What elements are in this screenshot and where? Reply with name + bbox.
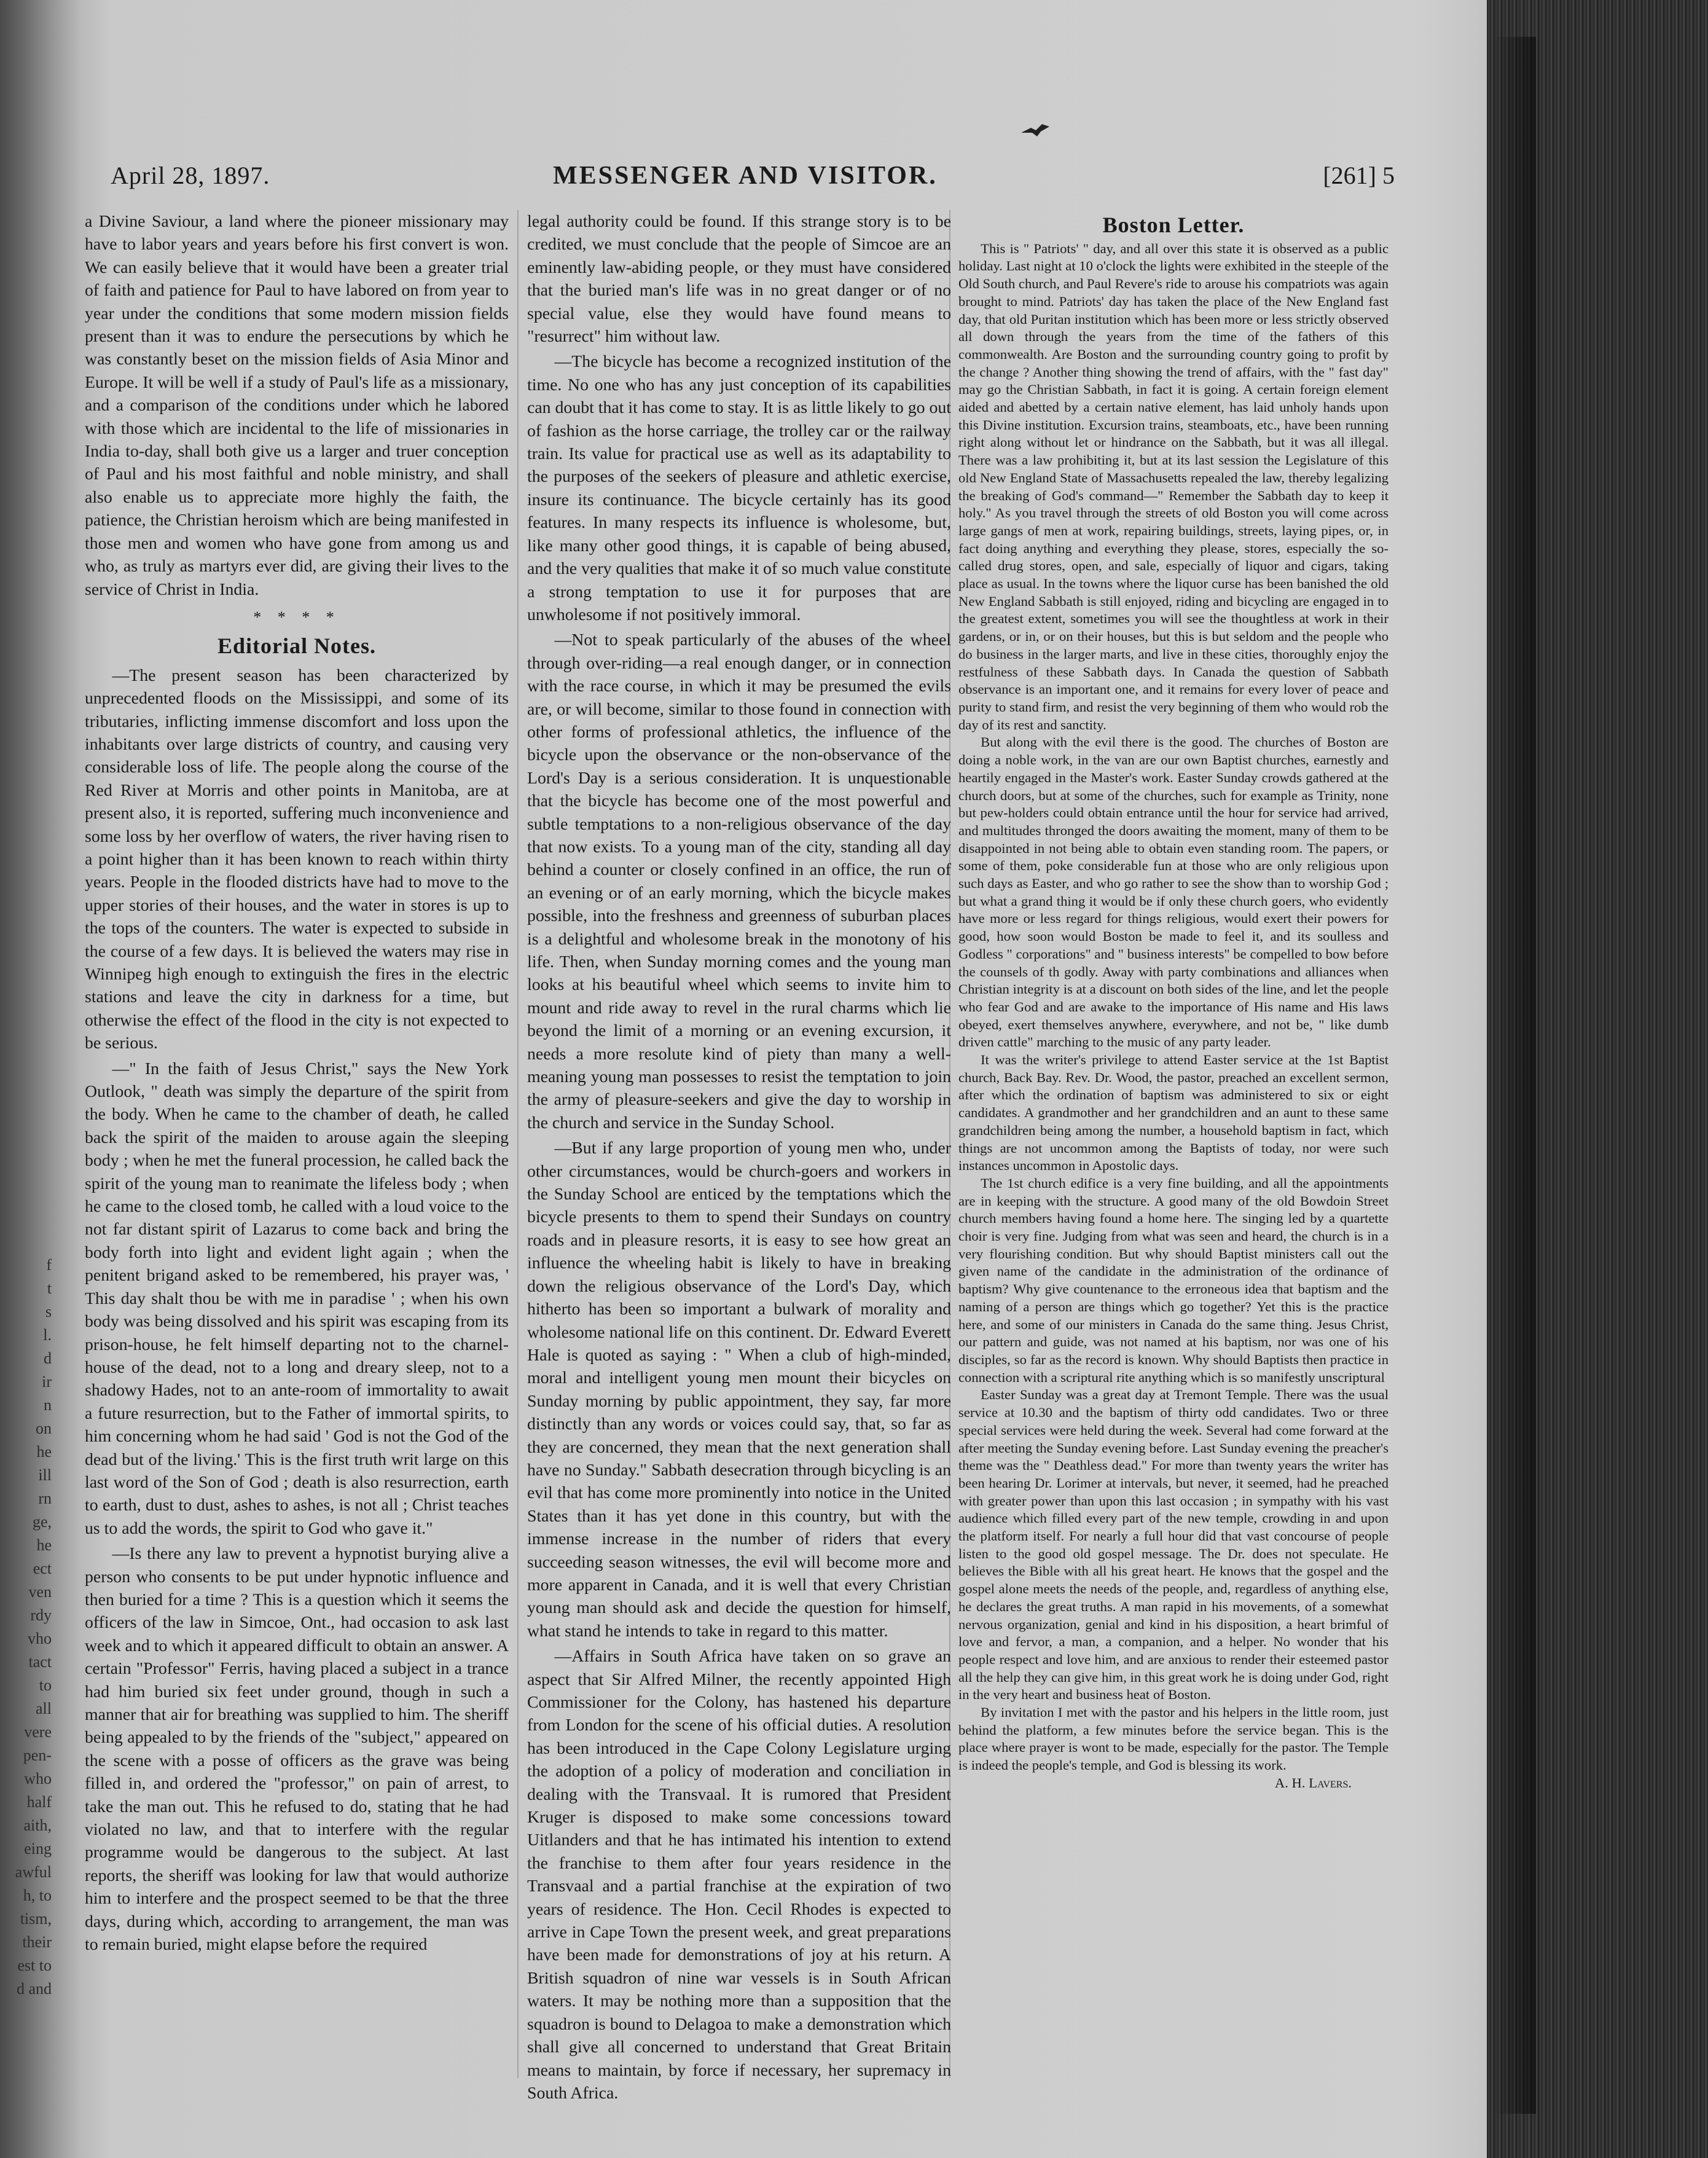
adjacent-page-fragment: ect <box>33 1560 52 1577</box>
adjacent-page-fragment: half <box>26 1793 52 1811</box>
article-paragraph: —Not to speak particularly of the abuses of the wheel through over-riding—a real enough danger, or in connection with the race course, in which it may be presumed the evils are, or will become, similar to those found in connection with other forms of professional athletics, the influence of the bicycle upon the observance or the non-observance of the Lord's Day is a serious consideration. It is unquestionable that the bicycle has become one of the most powerful and subtle temptations to a non-religious observance of the day that now exists. To a young man of the city, standing all day behind a counter or closely confined in an office, the run of an evening or of an early morning, which the bicycle makes possible, into the freshness and greenness of suburban places is a delightful and wholesome break in the monotony of his life. Then, when Sunday morning comes and the young man looks at his beautiful wheel which seems to invite him to mount and ride away to revel in the rural charms which lie beyond the limit of a morning or an evening excursion, it needs a more resolute kind of piety than many a well-meaning young man possesses to resist the temptation to join the army of pleasure-seekers and give the day to worship in the church and service in the Sunday School. <box>527 630 951 1132</box>
column-right <box>958 210 1389 2084</box>
page-header <box>111 161 1395 200</box>
adjacent-page-fragment: h, to <box>23 1886 52 1904</box>
section-heading-editorial-notes: Editorial Notes. <box>217 634 376 659</box>
adjacent-page-fragment: d and <box>16 1980 52 1998</box>
adjacent-page-fragment: n <box>44 1396 52 1414</box>
adjacent-page-fragment: ven <box>28 1583 52 1601</box>
article-paragraph: The 1st church edifice is a very fine building, and all the appointments are in keeping with the structure. A good many of the old Bowdoin Street church members having found a home here. The singing led by a quartette choir is very fine. Judging from what was seen and heard, the church is in a very flourishing condition. But why should Baptist ministers call out the given name of the candidate in the administration of the ordinance of baptism? Why give countenance to the erroneous idea that baptism and the naming of a person are things which go together? Yet this is the practice here, and some of our ministers in Canada do the same thing. Jesus Christ, our pattern and guide, was not named at his baptism, nor was one of his disciples, so far as the record is known. Why should Baptists then practice in connection with a scriptural rite anything which is so manifestly unscriptural <box>958 1175 1389 1385</box>
article-paragraph: a Divine Saviour, a land where the pioneer missionary may have to labor years and years before his first convert is won. We can easily believe that it would have been a greater trial of faith and patience for Paul to have labored on from year to year under the conditions that some modern mission fields present than it was to endure the persecutions by which he was constantly beset on the mission fields of Asia Minor and Europe. It will be well if a study of Paul's life as a missionary, and a comparison of the conditions under which he labored with those which are incidental to the life of missionaries in India to-day, shall both give us a larger and truer conception of Paul and his most faithful and noble ministry, and shall also enable us to appreciate more highly the faith, the patience, the Christian heroism which are being manifested in those men and women who have gone from among us and who, as truly as martyrs ever did, are giving their lives to the service of Christ in India. <box>85 212 509 599</box>
adjacent-page-fragment: eing <box>24 1840 52 1858</box>
adjacent-page-fragment: ir <box>42 1373 52 1391</box>
article-paragraph: Easter Sunday was a great day at Tremont Temple. There was the usual service at 10.30 and the baptism of thirty odd candidates. Two or three special services were held during the week. Several had come forward at the after meeting the Sunday evening before. Last Sunday evening the preacher's theme was the " Deathless dead." For more than twenty years the writer has been hearing Dr. Lorimer at intervals, but never, it seemed, had he preached with greater power than upon this last occasion ; in sympathy with his vast audience which filled every part of the new temple, crowding in and upon the platform itself. For nearly a full hour did that vast concourse of people listen to the good old gospel message. The Dr. does not speculate. He believes the Bible with all his great heart. He knows that the gospel and the gospel alone meets the needs of the people, and, regardless of anything else, he declares the great truths. A man rapid in his movements, of a somewhat nervous organization, genial and kind in his disposition, a heart brimful of love and fervor, a man, a companion, and a helper. No wonder that his people respect and love him, and are anxious to render their esteemed pastor all the help they can give him, in this great work he is doing under God, right in the very heart and business heat of Boston. <box>958 1387 1389 1703</box>
adjacent-page-fragment: l. <box>43 1326 52 1344</box>
adjacent-page-fragment: to <box>39 1676 52 1694</box>
printer-ornament-icon <box>1020 122 1051 140</box>
adjacent-page-fragment: ill <box>38 1466 52 1484</box>
article-paragraph: —Is there any law to prevent a hypnotist burying alive a person who consents to be put under hypnotic influence and then buried for a time ? This is a question which it seems the officers of the law in Simcoe, Ont., had occasion to ask last week and to which it appeared difficult to obtain an answer. A certain "Professor" Ferris, having placed a subject in a trance had him buried six feet under ground, though in such a manner that air for breathing was supplied to him. The sheriff being appealed to by the friends of the "subject," appeared on the scene with a posse of officers as the grave was being filled in, and ordered the "professor," on pain of arrest, to take the man out. This he refused to do, stating that he had violated no law, and that to interfere with the regular programme would be dangerous to the subject. At last reports, the sheriff was looking for law that would authorize him to interfere and the prospect seemed to be that the three days, during which, according to arrangement, the man was to remain buried, might elapse before the required <box>85 1544 509 1955</box>
adjacent-page-fragment: est to <box>17 1956 52 1974</box>
article-paragraph: legal authority could be found. If this strange story is to be credited, we must conclude that the people of Simcoe are an eminently law-abiding people, or they must have considered that the buried man's life was in no great danger or of no special value, else they would have found means to "resurrect" him without law. <box>527 212 951 347</box>
adjacent-page-fragment: ge, <box>32 1513 52 1531</box>
newspaper-title: MESSENGER AND VISITOR. <box>553 162 938 190</box>
adjacent-page-fragment: all <box>36 1700 52 1717</box>
adjacent-page-fragment: f <box>46 1256 52 1274</box>
adjacent-page-fragment: their <box>22 1933 52 1951</box>
article-paragraph: It was the writer's privilege to attend Easter service at the 1st Baptist church, Back Bay. Rev. Dr. Wood, the pastor, preached an excellent sermon, after which the ordination of baptism was administered to six or eight candidates. A grandmother and her grandchildren and an aunt to these same grandchildren being among the number, a household baptism in fact, which things are not uncommon among the Baptists of today, nor were such instances uncommon in Apostolic days. <box>958 1052 1389 1174</box>
adjacent-page-edge <box>0 0 57 2158</box>
adjacent-page-fragment: pen- <box>23 1746 52 1764</box>
article-paragraph: —The bicycle has become a recognized institution of the time. No one who has any just conception of its capabilities can doubt that it has come to stay. It is as little likely to go out of fashion as the horse carriage, the trolley car or the railway train. Its value for practical use as well as its adaptability to the purposes of the seekers of pleasure and athletic exercise, insure its continuance. The bicycle certainly has its good features. In many respects its influence is wholesome, but, like many other good things, it is capable of being abused, and the very qualities that make it of so much value constitute a strong temptation to use it for purposes that are unwholesome if not positively immoral. <box>527 352 951 624</box>
article-paragraph: —" In the faith of Jesus Christ," says the New York Outlook, " death was simply the departure of the spirit from the body. When he came to the chamber of death, he called back the spirit of the maiden to arouse again the sleeping body ; when he met the funeral procession, he called back the spirit of the young man to reanimate the lifeless body ; when he came to the closed tomb, he called with a loud voice to the not far distant spirit of Lazarus to come back and bring the body forth into light and evident light again ; when the penitent brigand asked to be remembered, his prayer was, ' This day shalt thou be with me in paradise ' ; when his own body was being dissolved and his spirit was escaping from its prison-house, he felt himself departing not to the charnel-house of the dead, not to a long and dreary sleep, not to a shadowy Hades, not to an ante-room of immortality to await a future resurrection, but to the Father of immortal spirits, to him concerning whom he had said ' God is not the God of the dead but of the living.' This is the first truth writ large on this last word of the Son of God ; death is also resurrection, earth to earth, dust to dust, ashes to ashes, is not all ; Christ teaches us to add the words, the spirit to God who gave it." <box>85 1059 509 1538</box>
author-signature: A. H. Lavers. <box>1274 1775 1352 1791</box>
adjacent-page-fragment: awful <box>15 1863 52 1881</box>
adjacent-page-fragment: who <box>24 1770 52 1787</box>
adjacent-page-fragment: t <box>47 1279 52 1297</box>
adjacent-page-fragment: s <box>45 1303 52 1320</box>
column-middle <box>527 210 951 2103</box>
adjacent-page-fragment: he <box>36 1443 52 1461</box>
column-rule <box>517 210 519 2078</box>
adjacent-page-fragment: vho <box>28 1630 52 1647</box>
article-paragraph: This is " Patriots' " day, and all over this state it is observed as a public holiday. Last night at 10 o'clock the lights were exhibited in the steeple of the Old South church, and Paul Revere's ride to arouse his compatriots was again brought to mind. Patriots' day has taken the place of the New England fast day, that old Puritan institution which has been more or less strictly observed all down through the years from the time of the fathers of this commonwealth. Are Boston and the surrounding country going to profit by the change ? Another thing showing the trend of affairs, with the " fast day" may go the Christian Sabbath, in fact it is going. A certain foreign element aided and abetted by a certain native element, has laid unholy hands upon this Divine institution. Excursion trains, steamboats, etc., have been running right along without let or hindrance on the Sabbath, but it was all illegal. There was a law prohibiting it, but at its last session the Legislature of this old New England State of Massachusetts repealed the law, thereby legalizing the breaking of God's command—" Remember the Sabbath day to keep it holy." As you travel through the streets of old Boston you will come across large gangs of men at work, repairing buildings, streets, laying pipes, or, in fact doing anything and everything they please, stores, especially the so-called drug stores, open, and sale, especially of liquor and cigars, taking place as usual. In the towns where the liquor curse has been banished the old New England Sabbath is still enjoyed, riding and bicycling are engaged in to the greatest extent, sometimes you will see the thoughtless at work in their gardens, or in, or on their houses, but this is but seldom and the people who do business in the larger marts, and live in these cities, thoroughly enjoy the restfulness of these Sabbath days. In Canada the question of Sabbath observance is an important one, and it remains for every lover of peace and purity to stand firm, and resist the very beginning of them who would rob the day of its rest and sanctity. <box>958 240 1389 732</box>
adjacent-page-fragment: rn <box>38 1489 52 1507</box>
article-paragraph: But along with the evil there is the good. The churches of Boston are doing a noble work, in the van are our own Baptist churches, earnestly and heartily engaged in the Master's work. Easter Sunday crowds gathered at the church doors, but at some of the churches, such for example as Trinity, none but pew-holders could obtain entrance until the hour for service had arrived, and multitudes thronged the doors awaiting the moment, many of them to be disappointed in not being able to obtain even standing room. The papers, or some of them, poke considerable fun at those who are only religious upon such days as Easter, and who go rather to see the show than to worship God ; but what a grand thing it would be if only these church goers, who evidently have more or less regard for things religious, would exert their powers for good, how soon would Boston be made to feel it, and its soulless and Godless " corporations" and " business interests" be compelled to bow before the counsels of th godly. Away with party combinations and alliances when Christian integrity is at a discount on both sides of the line, and let the people who fear God and are awake to the importance of His name and His laws obeyed, exert themselves anywhere, everywhere, and not be, " like dumb driven cattle" marching to the music of any party leader. <box>958 734 1389 1050</box>
section-heading-boston-letter: Boston Letter. <box>1102 213 1245 237</box>
section-separator: * * * * <box>253 608 340 626</box>
issue-date: April 28, 1897. <box>111 162 270 189</box>
adjacent-page-fragment: tact <box>28 1653 52 1671</box>
article-paragraph: By invitation I met with the pastor and his helpers in the little room, just behind the platform, a few minutes before the service began. This is the place where prayer is wont to be made, especially for the pastor. The Temple is indeed the people's temple, and God is blessing its work. <box>958 1705 1389 1773</box>
article-paragraph: —The present season has been characterized by unprecedented floods on the Mississippi, and some of its tributaries, inflicting immense discomfort and loss upon the inhabitants over large districts of country, and causing very considerable loss of life. The people along the course of the Red River at Morris and other points in Manitoba, are at present also, it is reported, suffering much inconvenience and some loss by her overflow of waters, the river having risen to a point higher than it has been known to reach within thirty years. People in the flooded districts have had to move to the upper stories of their houses, and the water in stores is up to the tops of the counters. The water is expected to subside in the course of a few days. It is believed the waters may rise in Winnipeg high enough to extinguish the fires in the electric stations and leave the city in darkness for a time, but otherwise the effect of the flood in the city is not expected to be serious. <box>85 665 509 1053</box>
adjacent-page-fragment: vere <box>24 1723 52 1741</box>
adjacent-page-fragment: aith, <box>23 1816 52 1834</box>
page-number: [261] 5 <box>1323 162 1395 189</box>
adjacent-page-fragment: d <box>44 1349 52 1367</box>
adjacent-page-fragment: tism, <box>20 1910 52 1928</box>
article-paragraph: —But if any large proportion of young men who, under other circumstances, would be church-goers and workers in the Sunday School are enticed by the temptations which the bicycle presents to them to spend their Sundays on country roads and in pleasure resorts, it is easy to see how great an influence the wheeling habit is likely to have in breaking down the religious observance of the Lord's Day, which hitherto has been so important a bulwark of morality and wholesome national life on this continent. Dr. Edward Everett Hale is quoted as saying : " When a club of high-minded, moral and intelligent young men mount their bicycles on Sunday morning by public appointment, they say, far more distinctly than any words or voices could say, that, so far as they are concerned, they mean that the next generation shall have no Sunday." Sabbath desecration through bicycling is an evil that has come more prominently into notice in the United States than it has yet done in this country, but with the immense increase in the number of riders that every succeeding season witnesses, the evil will become more and more apparent in Canada, and it is well that every Christian young man should ask and decide the question for himself, what stand he intends to take in regard to this matter. <box>527 1139 951 1641</box>
spine-shadow <box>1493 37 1536 2114</box>
article-paragraph: —Affairs in South Africa have taken on so grave an aspect that Sir Alfred Milner, the recently appointed High Commissioner for the Colony, has hastened his departure from London for the scene of his official duties. A resolution has been introduced in the Cape Colony Legislature urging the adoption of a policy of moderation and conciliation in dealing with the Transvaal. It is rumored that President Kruger is disposed to make some concessions toward Uitlanders and that he has intimated his intention to extend the franchise to them after four years residence in the Transvaal and a partial franchise at the expiration of two years of residence. The Hon. Cecil Rhodes is expected to arrive in Cape Town the present week, and great preparations have been made for demonstrations of joy at his return. A British squadron of nine war vessels is in South African waters. It may be nothing more than a supposition that the squadron is bound to Delagoa to make a demonstration which shall give all concerned to understand that Great Britain means to maintain, by force if necessary, her supremacy in South Africa. <box>527 1647 951 2103</box>
column-left <box>85 210 509 2084</box>
adjacent-page-fragment: on <box>36 1419 52 1437</box>
adjacent-page-fragment: rdy <box>30 1606 52 1624</box>
adjacent-page-fragment: he <box>36 1536 52 1554</box>
